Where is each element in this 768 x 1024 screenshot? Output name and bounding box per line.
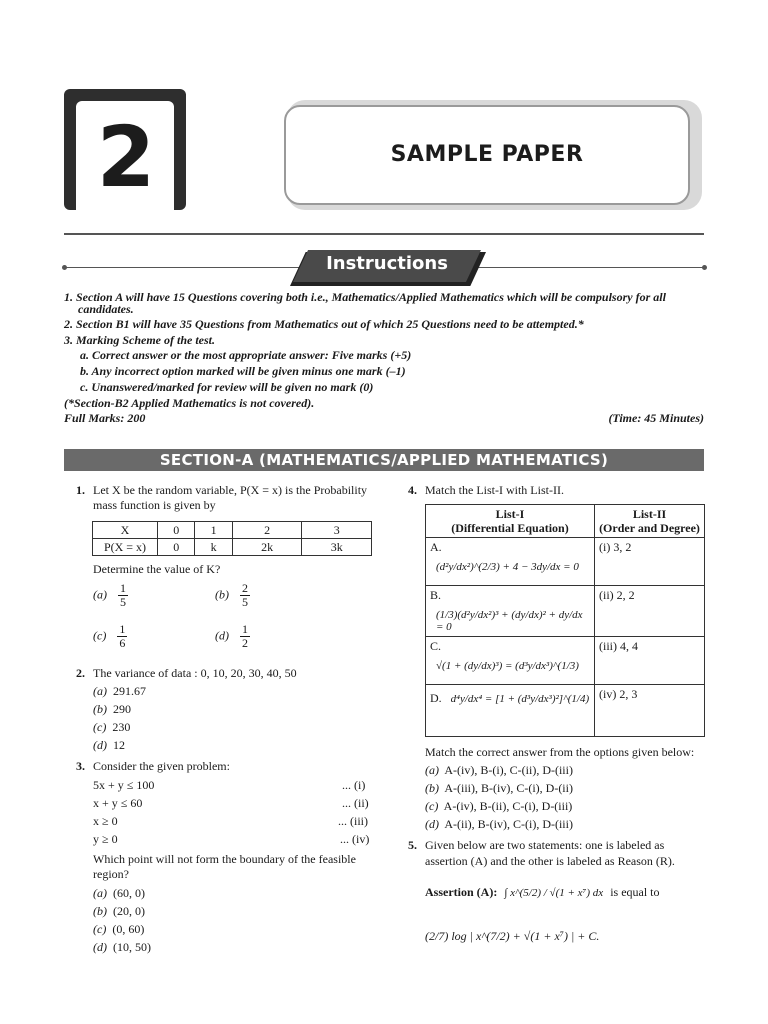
chapter-number: 2: [96, 108, 154, 206]
q3-prompt-line2: region?: [93, 867, 129, 881]
option-text: (0, 60): [112, 922, 145, 936]
q4-option-c[interactable]: [425, 799, 572, 813]
q1-option-a[interactable]: [93, 582, 128, 609]
table-row: [426, 685, 705, 737]
row-value: 2, 2: [616, 588, 635, 602]
page-title: SAMPLE PAPER: [390, 142, 584, 167]
option-text: (20, 0): [113, 904, 145, 918]
q3-constraint: y ≥ 0: [93, 832, 118, 846]
option-text: (60, 0): [113, 886, 145, 900]
q3-constraint-tag: ... (ii): [342, 796, 369, 810]
option-text: A-(iv), B-(ii), C-(i), D-(iii): [443, 799, 573, 813]
table-row: [93, 522, 372, 539]
q2-number: 2.: [76, 666, 85, 680]
row-key: (iv): [599, 687, 617, 701]
instruction-item: 1. Section A will have 15 Questions covering both i.e., Mathematics/Applied Mathematics which will be compulsory for all: [64, 290, 666, 304]
q2-text: The variance of data : 0, 10, 20, 30, 40, 50: [93, 666, 297, 680]
q3-option-d[interactable]: [93, 940, 151, 954]
option-text: 290: [113, 702, 131, 716]
table-cell: [426, 586, 595, 637]
q2-option-a[interactable]: [93, 684, 146, 698]
instructions-label: Instructions: [326, 253, 448, 274]
table-cell: [426, 538, 595, 586]
assertion-tail: is equal to: [610, 885, 660, 899]
q3-prompt-line1: Which point will not form the boundary of the feasible: [93, 852, 356, 866]
row-key: B.: [430, 588, 442, 602]
instruction-item: a. Correct answer or the most appropriate answer: Five marks (+5): [80, 348, 412, 362]
time-limit: (Time: 45 Minutes): [608, 411, 704, 425]
assertion-label: Assertion (A):: [425, 885, 498, 899]
q2-option-c[interactable]: [93, 720, 130, 734]
row-value: 4, 4: [620, 639, 638, 653]
q1-text-line2: mass function is given by: [93, 498, 216, 512]
q3-text: Consider the given problem:: [93, 759, 230, 773]
option-text: 12: [113, 738, 125, 752]
option-label: (c): [93, 922, 107, 936]
table-cell: [595, 538, 705, 586]
q5-number: 5.: [408, 838, 417, 852]
table-header-cell: [426, 505, 595, 538]
fraction-num: 1: [242, 622, 248, 636]
q5-assertion: [425, 885, 660, 899]
fraction-num: 2: [242, 581, 248, 595]
row-key: (iii): [599, 639, 617, 653]
table-cell: [595, 685, 705, 737]
q3-constraint-tag: ... (i): [342, 778, 366, 792]
equation: (1/3)(d²y/dx²)³ + (dy/dx)² + dy/dx = 0: [436, 609, 583, 633]
fraction-den: 5: [242, 595, 248, 609]
col-subheading: (Differential Equation): [451, 521, 569, 535]
row-key: A.: [430, 540, 442, 554]
table-cell: 0: [158, 539, 195, 556]
option-text: A-(ii), B-(iv), C-(i), D-(iii): [444, 817, 573, 831]
option-label: (d): [93, 738, 107, 752]
assertion-expression: ∫ x^(5/2) / √(1 + x⁷) dx: [504, 887, 604, 899]
fraction-num: 1: [120, 581, 126, 595]
table-header-cell: [595, 505, 705, 538]
q1-option-d[interactable]: [215, 623, 250, 650]
q4-text: Match the List-I with List-II.: [425, 483, 564, 497]
option-label: (a): [93, 684, 107, 698]
col-subheading: (Order and Degree): [599, 521, 700, 535]
q1-number: 1.: [76, 483, 85, 497]
q5-answer-expression: (2/7) log | x^(7/2) + √(1 + x⁷) | + C.: [425, 929, 600, 943]
table-cell: [426, 637, 595, 685]
equation: √(1 + (dy/dx)³) = (d³y/dx³)^(1/3): [436, 660, 579, 672]
option-text: A-(iii), B-(iv), C-(i), D-(ii): [444, 781, 573, 795]
q1-prompt: Determine the value of K?: [93, 562, 221, 576]
table-row: [93, 539, 372, 556]
fraction: [240, 623, 250, 650]
section-title: SECTION-A (MATHEMATICS/APPLIED MATHEMATICS): [159, 451, 609, 469]
q3-option-a[interactable]: [93, 886, 145, 900]
q3-number: 3.: [76, 759, 85, 773]
option-label: (c): [425, 799, 439, 813]
option-text: 291.67: [113, 684, 146, 698]
row-key: (i): [599, 540, 611, 554]
q4-option-d[interactable]: [425, 817, 573, 831]
q1-pmf-table: [92, 521, 372, 556]
instruction-item: (*Section-B2 Applied Mathematics is not covered).: [64, 396, 315, 410]
table-cell: 1: [195, 522, 232, 539]
table-cell: P(X = x): [93, 539, 158, 556]
q3-constraint-tag: ... (iii): [338, 814, 368, 828]
option-label: (a): [425, 763, 439, 777]
q2-option-b[interactable]: [93, 702, 131, 716]
option-label: (c): [93, 628, 107, 643]
table-cell: [426, 685, 595, 737]
q4-number: 4.: [408, 483, 417, 497]
q1-option-b[interactable]: [215, 582, 250, 609]
table-cell: 2k: [232, 539, 302, 556]
fraction: [117, 623, 127, 650]
q1-option-c[interactable]: [93, 623, 127, 650]
instruction-item: b. Any incorrect option marked will be given minus one mark (–1): [80, 364, 406, 378]
fraction: [118, 582, 128, 609]
row-value: 2, 3: [619, 687, 638, 701]
q3-constraint: x + y ≤ 60: [93, 796, 143, 810]
instruction-item: 3. Marking Scheme of the test.: [64, 333, 216, 347]
chapter-number-box: [64, 89, 186, 210]
table-row: [426, 505, 705, 538]
fraction: [240, 582, 250, 609]
option-label: (b): [215, 587, 229, 602]
q4-prompt: Match the correct answer from the options given below:: [425, 745, 695, 759]
row-key: (ii): [599, 588, 614, 602]
table-row: [426, 538, 705, 586]
table-row: [426, 586, 705, 637]
fraction-num: 1: [119, 622, 126, 636]
header-rule: [64, 233, 704, 235]
q3-constraint: x ≥ 0: [93, 814, 118, 828]
q4-option-b[interactable]: [425, 781, 573, 795]
col-heading: List-I: [495, 507, 525, 521]
table-cell: X: [93, 522, 158, 539]
option-text: (10, 50): [113, 940, 151, 954]
table-cell: 2: [232, 522, 302, 539]
q1-text-line1: Let X be the random variable, P(X = x) is the Probability: [93, 483, 368, 497]
q3-constraint-tag: ... (iv): [340, 832, 370, 846]
row-value: 3, 2: [613, 540, 632, 554]
instruction-item: 2. Section B1 will have 35 Questions from Mathematics out of which 25 Questions need to be attempted.*: [64, 317, 584, 331]
option-label: (b): [93, 702, 107, 716]
option-text: 230: [112, 720, 131, 734]
option-label: (b): [93, 904, 107, 918]
option-label: (c): [93, 720, 107, 734]
q3-constraint: 5x + y ≤ 100: [93, 778, 155, 792]
q3-option-c[interactable]: [93, 922, 144, 936]
q4-match-table: [425, 504, 705, 737]
fraction-den: 2: [242, 636, 248, 650]
option-label: (d): [215, 628, 229, 643]
q4-option-a[interactable]: [425, 763, 573, 777]
option-text: A-(iv), B-(i), C-(ii), D-(iii): [444, 763, 573, 777]
table-cell: [595, 637, 705, 685]
instruction-item: candidates.: [78, 302, 134, 316]
full-marks: Full Marks: 200: [64, 411, 146, 425]
option-label: (a): [93, 587, 107, 602]
equation: d⁴y/dx⁴ = [1 + (d³y/dx³)²]^(1/4): [450, 693, 590, 705]
instruction-item: c. Unanswered/marked for review will be given no mark (0): [80, 380, 374, 394]
q5-text-line1: Given below are two statements: one is labeled as: [425, 838, 665, 852]
q5-text-line2: assertion (A) and the other is labeled as Reason (R).: [425, 854, 675, 868]
col-heading: List-II: [632, 507, 667, 521]
line-dot-right: [702, 265, 707, 270]
option-label: (d): [425, 817, 439, 831]
table-cell: 3k: [302, 539, 372, 556]
table-cell: k: [195, 539, 232, 556]
option-label: (d): [93, 940, 107, 954]
row-key: C.: [430, 639, 442, 653]
chapter-number-inner: [76, 101, 174, 210]
option-label: (a): [93, 886, 107, 900]
row-key: D.: [430, 691, 442, 705]
table-row: [426, 637, 705, 685]
q3-option-b[interactable]: [93, 904, 145, 918]
table-cell: 0: [158, 522, 195, 539]
q2-option-d[interactable]: [93, 738, 125, 752]
equation: (d²y/dx²)^(2/3) + 4 − 3dy/dx = 0: [436, 561, 579, 573]
option-label: (b): [425, 781, 439, 795]
fraction-den: 5: [120, 595, 126, 609]
fraction-den: 6: [119, 636, 126, 650]
line-dot-left: [62, 265, 67, 270]
table-cell: [595, 586, 705, 637]
table-cell: 3: [302, 522, 372, 539]
